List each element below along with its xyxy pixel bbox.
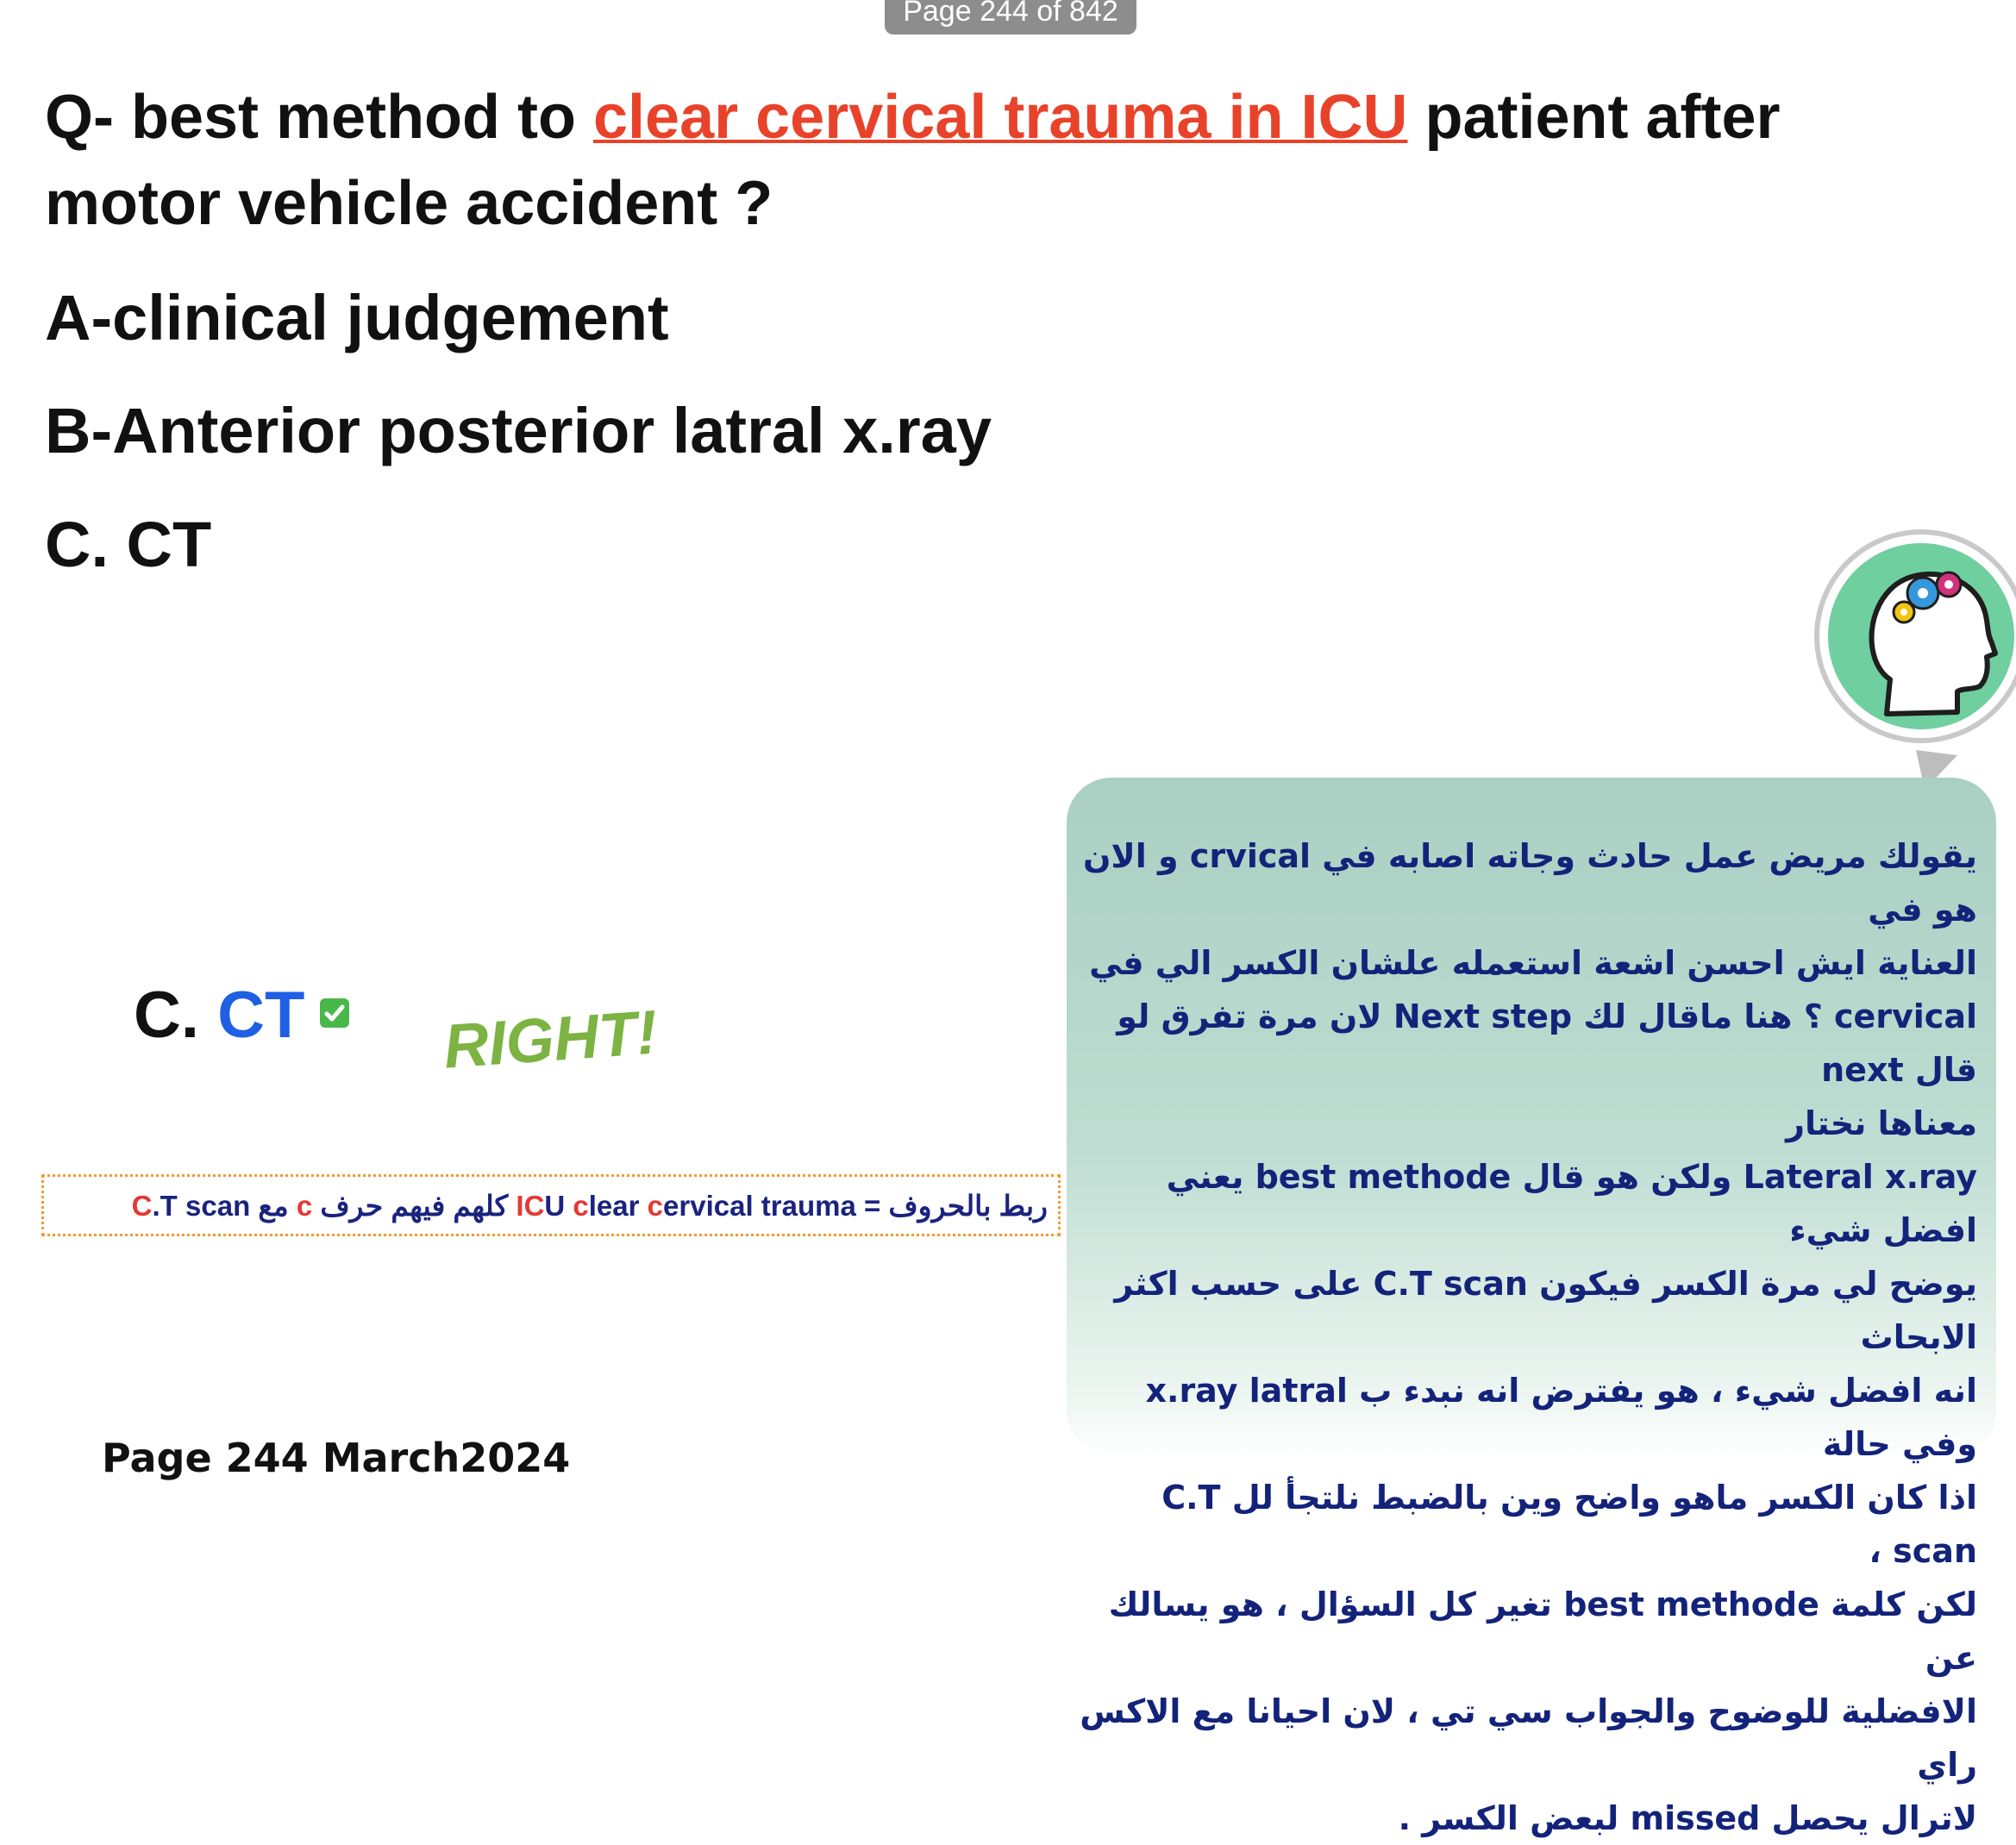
answer [134, 979, 349, 1052]
explanation-line: لكن كلمة best methode تغير كل السؤال ، هو يسالك عن [1108, 1585, 1977, 1677]
explanation-text [1079, 829, 1977, 1845]
option-a: A-clinical judgement [45, 282, 669, 353]
check-icon [320, 998, 349, 1028]
explanation-line: يوضح لي مرة الكسر فيكون C.T scan على حسب اكثر الابحاث [1114, 1265, 1977, 1356]
right-sticker [440, 983, 660, 1082]
answer-value: CT [217, 979, 305, 1052]
question-line-1 [45, 83, 1781, 152]
right-sticker-text: RIGHT! [441, 998, 660, 1082]
mnemonic-part: U [544, 1190, 573, 1222]
explanation-line: لاترال يحصل missed لبعض الكسر . [1398, 1799, 1977, 1837]
explanation-line: Lateral x.ray ولكن هو قال best methode يعني افضل شيء [1166, 1158, 1977, 1249]
mnemonic-letter: C [131, 1190, 153, 1222]
mnemonic-box [41, 1174, 1061, 1236]
explanation-bubble [1067, 778, 1996, 1837]
explanation-line: اذا كان الكسر ماهو واضح وين بالضبط نلتجأ لل C.T scan ، [1161, 1479, 1977, 1570]
mnemonic-letter: c [573, 1190, 589, 1222]
question-prefix: Q- best method to [45, 83, 593, 152]
question-line-2: motor vehicle accident ? [45, 169, 773, 238]
mnemonic-letter: C [523, 1190, 545, 1222]
page-indicator: Page 244 of 842 [885, 0, 1136, 34]
option-c: C. CT [45, 509, 212, 580]
mnemonic-part: .T scan [152, 1190, 251, 1222]
explanation-line: يقولك مريض عمل حادث وجاته اصابه في crvical و الان هو في [1082, 837, 1977, 929]
question-suffix: patient after [1407, 83, 1781, 152]
explanation-line: انه افضل شيء ، هو يفترض انه نبدء ب x.ray latral وفي حالة [1145, 1372, 1977, 1463]
answer-letter: C. [134, 979, 218, 1052]
option-b: B-Anterior posterior latral x.ray [45, 395, 992, 466]
mnemonic-letter: c [296, 1190, 313, 1222]
explanation-line: العناية ايش احسن اشعة استعمله علشان الكسر الي في [1089, 944, 1977, 982]
mnemonic-part: كلهم فيهم حرف [312, 1190, 509, 1222]
explanation-line: cervical ؟ هنا ماقال لك Next step لان مرة تفرق لو قال next [1117, 998, 1977, 1089]
mnemonic-part: lear [588, 1190, 648, 1222]
mnemonic-part: ervical trauma [508, 1190, 856, 1222]
mnemonic-part: ربط بالحروف = [855, 1190, 1048, 1222]
explanation-line: معناها نختار [1786, 1104, 1977, 1142]
page-footer: Page 244 March2024 [102, 1435, 571, 1481]
mnemonic-letter: I [516, 1190, 524, 1222]
question-highlight: clear cervical trauma in ICU [592, 83, 1408, 152]
brain-gears-icon [1828, 517, 2016, 793]
explanation-line: الافضلية للوضوح والجواب سي تي ، لان احيانا مع الاكس راي [1080, 1692, 1977, 1784]
mnemonic-part: مع [250, 1190, 297, 1222]
mnemonic-letter: c [647, 1190, 664, 1222]
